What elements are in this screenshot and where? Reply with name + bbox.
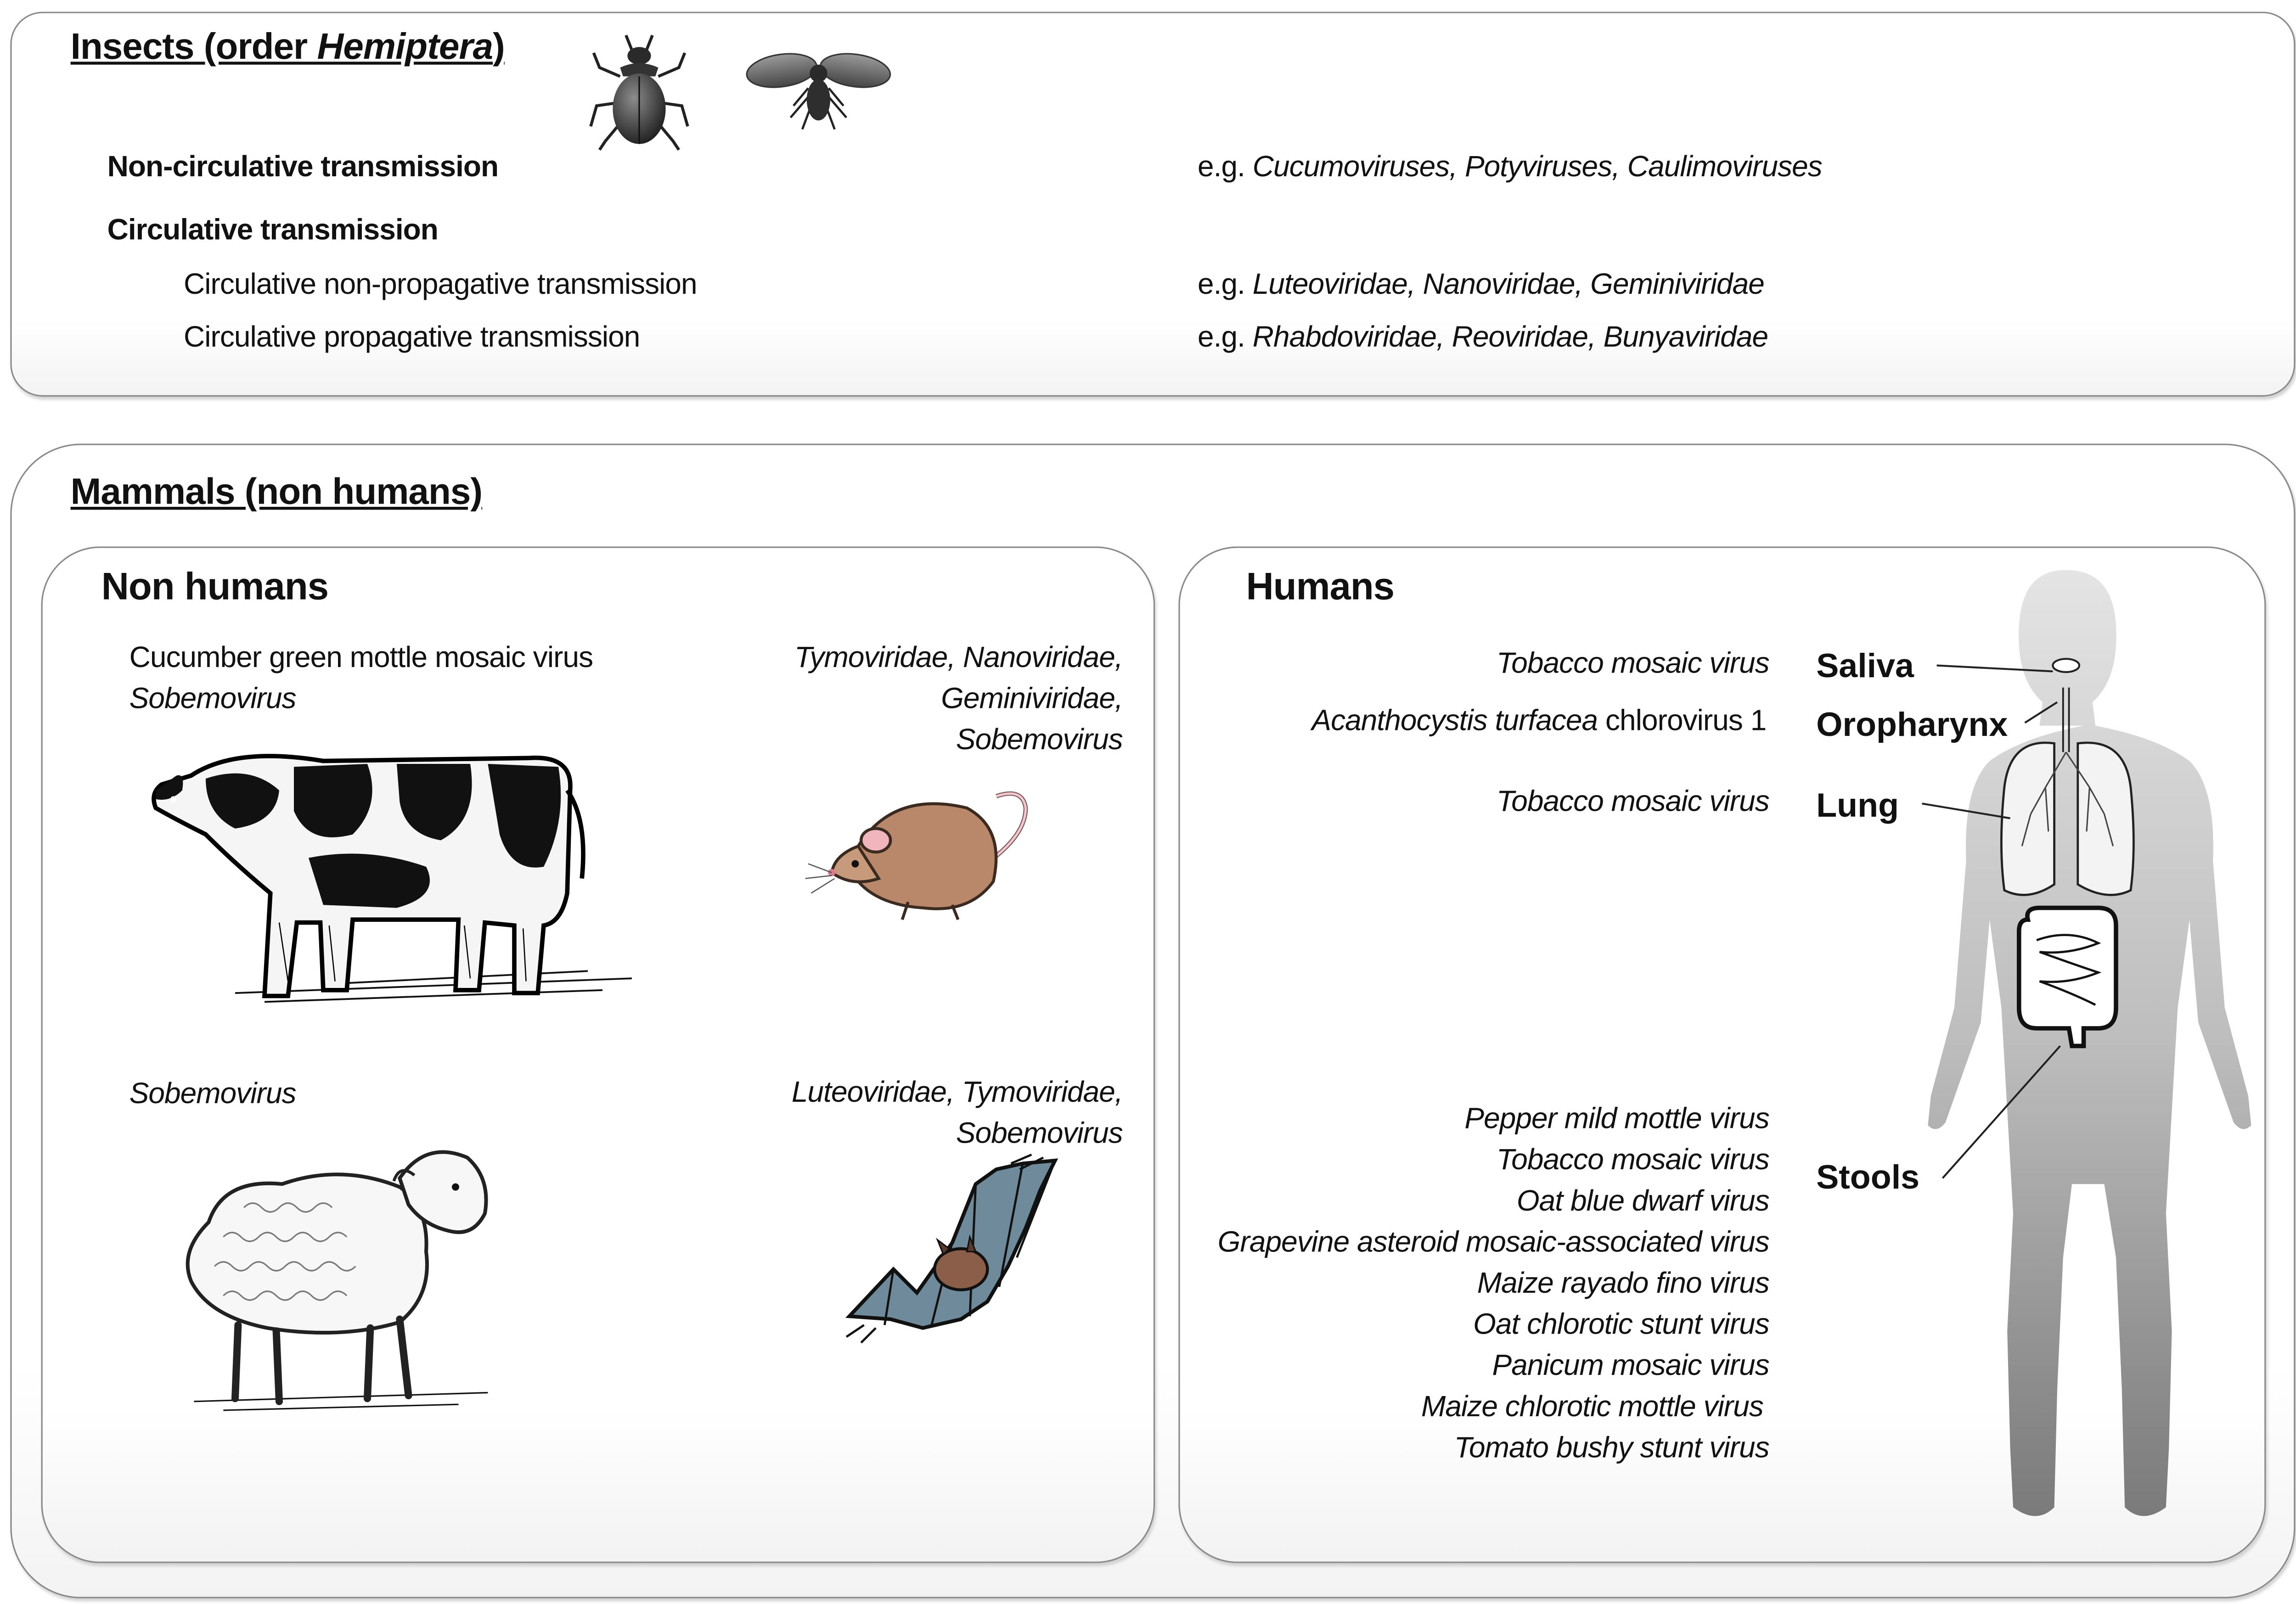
list-item: Oat blue dwarf virus	[1516, 1185, 1769, 1218]
lung-leader	[1922, 803, 2010, 818]
list-item: Maize chlorotic mottle virus	[1421, 1391, 1763, 1424]
cow-virus-text: Cucumber green mottle mosaic virus	[129, 642, 593, 674]
list-item: Oat chlorotic stunt virus	[1473, 1309, 1769, 1341]
list-item: Tobacco mosaic virus	[1496, 1144, 1769, 1177]
saliva-label: Saliva	[1816, 646, 1914, 685]
saliva-virus: Tobacco mosaic virus	[1496, 648, 1769, 680]
oropharynx-label: Oropharynx	[1816, 705, 2008, 744]
circulative-propagative-label: Circulative propagative transmission	[184, 321, 640, 354]
humans-title: Humans	[1246, 564, 1395, 608]
non-humans-title: Non humans	[101, 564, 329, 608]
list-item: Maize rayado fino virus	[1477, 1267, 1769, 1300]
circulative-non-propagative-label: Circulative non-propagative transmission	[184, 269, 697, 301]
mouse-virus-line-3: Sobemovirus	[956, 724, 1123, 757]
circulative-label: Circulative transmission	[107, 214, 438, 247]
cow-genus-text: Sobemovirus	[129, 683, 296, 716]
sheep-virus-text: Sobemovirus	[129, 1078, 296, 1111]
oropharynx-virus: Acanthocystis turfacea chlorovirus 1	[1311, 705, 1767, 738]
lung-virus: Tobacco mosaic virus	[1496, 786, 1769, 819]
oropharynx-leader	[2025, 702, 2057, 723]
insects-title: Insects (order Hemiptera)	[70, 26, 505, 68]
non-circulative-examples: e.g. Cucumoviruses, Potyviruses, Caulimoviruses	[1198, 151, 1822, 184]
non-circulative-label: Non-circulative transmission	[107, 151, 499, 184]
list-item: Tomato bushy stunt virus	[1454, 1432, 1769, 1465]
list-item: Grapevine asteroid mosaic-associated virus	[1217, 1227, 1769, 1259]
saliva-leader	[1937, 666, 2053, 672]
bat-virus-line-1: Luteoviridae, Tymoviridae,	[791, 1077, 1123, 1109]
mammals-title: Mammals (non humans)	[70, 471, 483, 513]
list-item: Pepper mild mottle virus	[1464, 1103, 1769, 1136]
bat-virus-line-2: Sobemovirus	[956, 1118, 1123, 1150]
circulative-propagative-examples: e.g. Rhabdoviridae, Reoviridae, Bunyaviridae	[1198, 321, 1768, 354]
list-item: Panicum mosaic virus	[1492, 1350, 1769, 1383]
mouse-virus-line-2: Geminiviridae,	[941, 683, 1123, 716]
stools-label: Stools	[1816, 1157, 1920, 1196]
lung-label: Lung	[1816, 786, 1899, 824]
circulative-non-propagative-examples: e.g. Luteoviridae, Nanoviridae, Geminiviridae	[1198, 269, 1764, 301]
mouse-virus-line-1: Tymoviridae, Nanoviridae,	[794, 642, 1123, 674]
stools-leader	[1942, 1046, 2060, 1178]
